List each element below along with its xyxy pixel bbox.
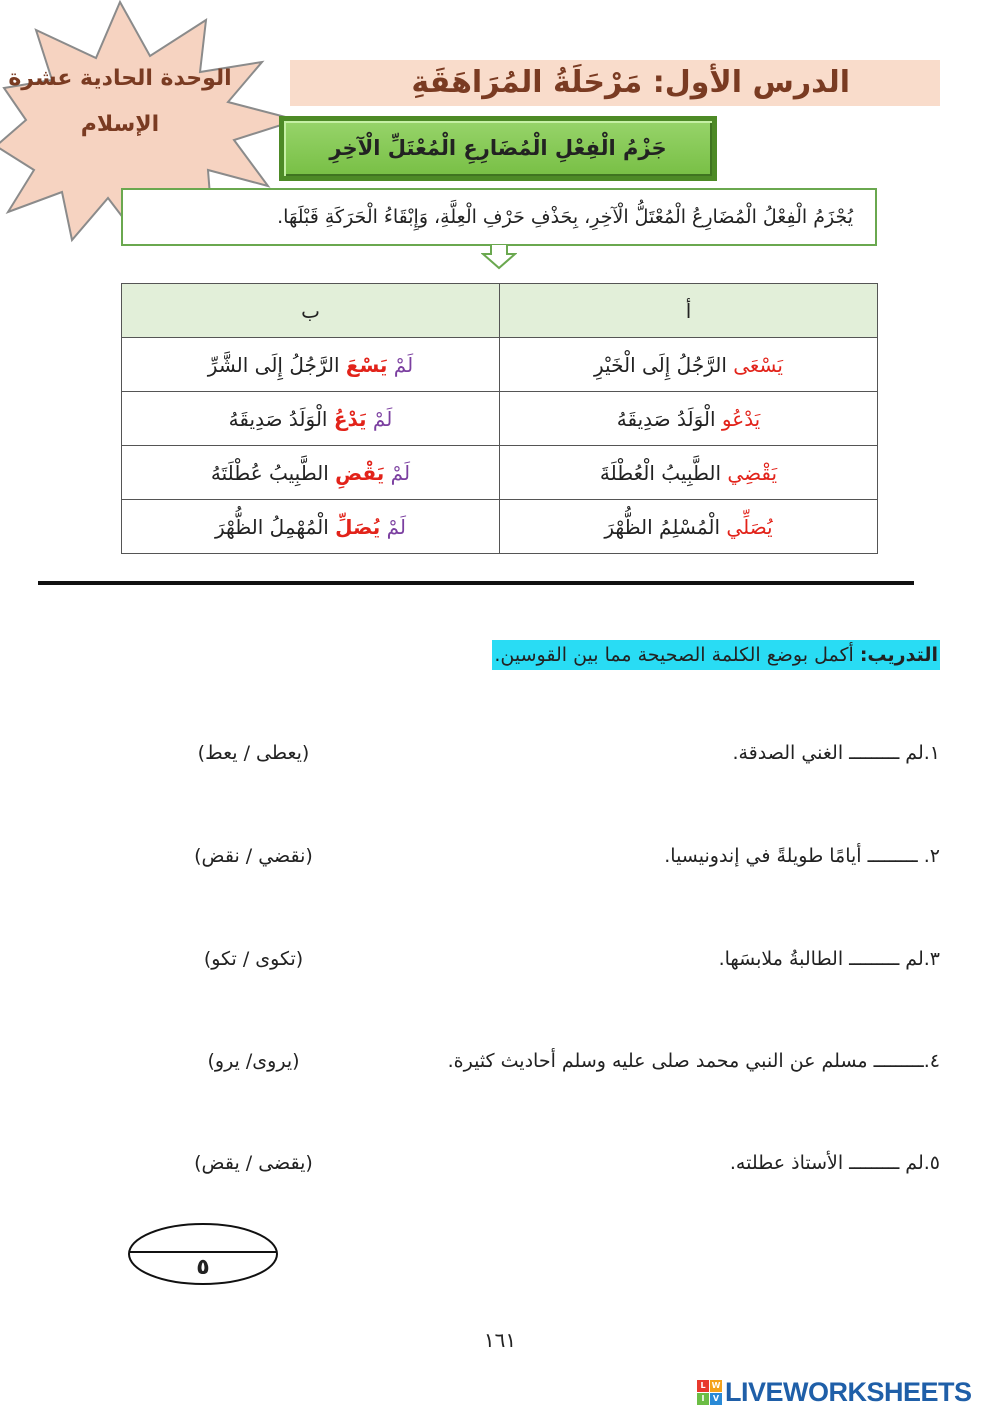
liveworksheets-brand: [697, 1377, 972, 1407]
table-cell-b: [122, 392, 500, 446]
lam-particle: لَمْ: [380, 514, 406, 539]
lesson-title: الدرس الأول: مَرْحَلَةُ المُرَاهَقَةِ: [411, 65, 850, 100]
question-4-options: (يروى/ يرو): [207, 1050, 300, 1072]
verb-jussive: يَقْضِ: [335, 460, 385, 485]
logo-letter: L: [697, 1380, 709, 1392]
logo-letter: I: [697, 1393, 709, 1405]
verb-jussive: يُصَلِّ: [335, 514, 381, 539]
logo-letter: W: [711, 1380, 721, 1390]
sentence-rest: الْوَلَدُ صَدِيقَهُ: [616, 406, 722, 431]
sentence-rest: الرَّجُلُ إِلَى الْخَيْرِ: [594, 352, 734, 377]
table-row: [122, 500, 878, 554]
lam-particle: لَمْ: [366, 406, 393, 431]
exercise-label: التدريب:: [859, 644, 938, 666]
exercise-instruction: أكمل بوضع الكلمة الصحيحة مما بين القوسين.: [494, 644, 860, 666]
section-divider: [38, 581, 914, 585]
verb-jussive: يَسْعَ: [345, 352, 388, 377]
question-1: ١.لم ـــــــــ الغني الصدقة.: [732, 742, 940, 764]
question-3: ٣.لم ـــــــــ الطالبةُ ملابسَها.: [718, 948, 940, 970]
logo-letter: V: [710, 1393, 722, 1405]
topic-title-box: [279, 116, 717, 181]
rule-box: [121, 188, 877, 246]
sentence-rest: الطَّبِيبُ الْعُطْلَةَ: [599, 460, 728, 485]
sentence-rest: الطَّبِيبُ عُطْلَتَهُ: [210, 460, 336, 485]
sentence-rest: الْمُسْلِمُ الظُّهْرَ: [604, 514, 727, 539]
table-cell-b: [122, 446, 500, 500]
unit-title: الوحدة الحادية عشرة: [8, 66, 232, 91]
exercise-heading: [492, 640, 940, 670]
table-row: [122, 392, 878, 446]
table-cell-a: [500, 338, 878, 392]
verb-jussive: يَدْعُ: [333, 406, 367, 431]
unit-subtitle: الإسلام: [80, 112, 160, 137]
sentence-rest: الْوَلَدُ صَدِيقَهُ: [228, 406, 334, 431]
column-header-b: ب: [122, 284, 500, 338]
verb-present: يَقْضِي: [727, 460, 778, 485]
verb-present: يَدْعُو: [721, 406, 761, 431]
table-cell-b: [122, 338, 500, 392]
grammar-table: [121, 283, 878, 554]
down-arrow-icon: [481, 244, 517, 270]
question-3-options: (تكوى / تكو): [203, 948, 304, 970]
lam-particle: لَمْ: [387, 352, 414, 377]
table-cell-b: [122, 500, 500, 554]
question-4: ٤.ـــــــــ مسلم عن النبي محمد صلى عليه وسلم أحاديث كثيرة.: [447, 1050, 940, 1072]
sentence-rest: الرَّجُلُ إِلَى الشَّرِّ: [207, 352, 346, 377]
table-row: [122, 338, 878, 392]
brand-name: LIVEWORKSHEETS: [725, 1376, 972, 1407]
liveworksheets-logo-icon: [697, 1380, 722, 1405]
table-cell-a: [500, 500, 878, 554]
rule-text: يُجْزَمُ الْفِعْلُ الْمُضَارِعُ الْمُعْتَلُّ الْآخِرِ، بِحَذْفِ حَرْفِ الْعِلَّةِ، وَإِبْقَاءُ الْحَرَكَةِ قَبْلَهَا.: [277, 206, 853, 228]
score-total: ٥: [196, 1255, 210, 1280]
topic-title: جَزْمُ الْفِعْلِ الْمُضَارِعِ الْمُعْتَلِّ الْآخِرِ: [329, 136, 667, 160]
verb-present: يُصَلِّي: [726, 514, 773, 539]
question-2: ٢. ـــــــــ أيامًا طويلةً في إندونيسيا.: [664, 845, 940, 867]
question-2-options: (نقضي / نقض): [194, 845, 313, 867]
lam-particle: لَمْ: [384, 460, 411, 485]
column-header-a: أ: [500, 284, 878, 338]
table-row: [122, 446, 878, 500]
table-cell-a: [500, 446, 878, 500]
sentence-rest: الْمُهْمِلُ الظُّهْرَ: [214, 514, 336, 539]
verb-present: يَسْعَى: [733, 352, 783, 377]
page-number: ١٦١: [483, 1328, 517, 1352]
table-header-row: [122, 284, 878, 338]
table-cell-a: [500, 392, 878, 446]
question-5-options: (يقضى / يقض): [194, 1152, 313, 1174]
question-5: ٥.لم ـــــــــ الأستاذ عطلته.: [729, 1152, 940, 1174]
question-1-options: (يعطى / يعط): [197, 742, 310, 764]
